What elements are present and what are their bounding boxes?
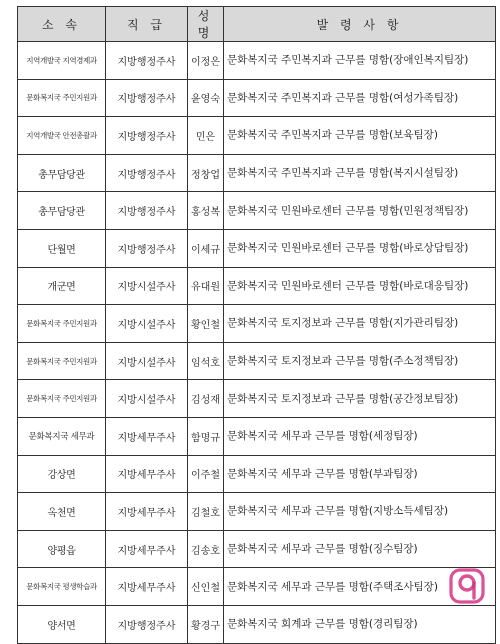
cell-rank: 지방행정주사 bbox=[106, 192, 188, 230]
cell-dept: 지역개발국 지역경제과 bbox=[18, 42, 106, 80]
cell-name: 김철호 bbox=[188, 493, 224, 531]
cell-rank: 지방행정주사 bbox=[106, 79, 188, 117]
cell-rank: 지방세무주사 bbox=[106, 455, 188, 493]
cell-name: 황경구 bbox=[188, 605, 224, 643]
cell-dept: 문화복지국 평생학습과 bbox=[18, 568, 106, 606]
cell-dept: 문화복지국 주민지원과 bbox=[18, 342, 106, 380]
cell-name: 윤영숙 bbox=[188, 79, 224, 117]
header-name: 성 명 bbox=[188, 7, 224, 42]
table-row bbox=[18, 267, 496, 305]
table-row bbox=[18, 380, 496, 418]
cell-dept: 양평읍 bbox=[18, 530, 106, 568]
cell-name: 이정은 bbox=[188, 42, 224, 80]
table-row bbox=[18, 342, 496, 380]
cell-dept: 문화복지국 주민지원과 bbox=[18, 79, 106, 117]
cell-rank: 지방세무주사 bbox=[106, 530, 188, 568]
cell-order: 문화복지국 세무과 근무를 명함(주택조사팀장) bbox=[224, 568, 496, 606]
cell-dept: 총무담당관 bbox=[18, 154, 106, 192]
cell-rank: 지방시설주사 bbox=[106, 380, 188, 418]
cell-name: 김송호 bbox=[188, 530, 224, 568]
table-row bbox=[18, 605, 496, 643]
cell-rank: 지방시설주사 bbox=[106, 305, 188, 343]
table-row bbox=[18, 42, 496, 80]
table-row bbox=[18, 154, 496, 192]
cell-dept: 단월면 bbox=[18, 229, 106, 267]
cell-order: 문화복지국 민원바로센터 근무를 명함(민원정책팀장) bbox=[224, 192, 496, 230]
cell-name: 홍성복 bbox=[188, 192, 224, 230]
header-dept: 소 속 bbox=[18, 7, 106, 42]
cell-order: 문화복지국 세무과 근무를 명함(징수팀장) bbox=[224, 530, 496, 568]
cell-dept: 문화복지국 세무과 bbox=[18, 417, 106, 455]
cell-rank: 지방세무주사 bbox=[106, 493, 188, 531]
cell-order: 문화복지국 토지정보과 근무를 명함(지가관리팀장) bbox=[224, 305, 496, 343]
brand-logo-icon bbox=[449, 568, 489, 604]
cell-order: 문화복지국 주민복지과 근무를 명함(장애인복지팀장) bbox=[224, 42, 496, 80]
cell-name: 민은 bbox=[188, 117, 224, 155]
cell-rank: 지방행정주사 bbox=[106, 42, 188, 80]
cell-name: 황인철 bbox=[188, 305, 224, 343]
header-order: 발 령 사 항 bbox=[224, 7, 496, 42]
cell-rank: 지방세무주사 bbox=[106, 568, 188, 606]
cell-name: 이주철 bbox=[188, 455, 224, 493]
cell-name: 이세규 bbox=[188, 229, 224, 267]
cell-dept: 총무담당관 bbox=[18, 192, 106, 230]
cell-order: 문화복지국 민원바로센터 근무를 명함(바로상담팀장) bbox=[224, 229, 496, 267]
appointment-table bbox=[17, 6, 496, 644]
cell-name: 함명규 bbox=[188, 417, 224, 455]
cell-order: 문화복지국 회계과 근무를 명함(경리팀장) bbox=[224, 605, 496, 643]
table-row bbox=[18, 79, 496, 117]
table-header bbox=[18, 7, 496, 42]
cell-name: 김성재 bbox=[188, 380, 224, 418]
cell-order: 문화복지국 주민복지과 근무를 명함(보육팀장) bbox=[224, 117, 496, 155]
cell-order: 문화복지국 주민복지과 근무를 명함(여성가족팀장) bbox=[224, 79, 496, 117]
cell-order: 문화복지국 토지정보과 근무를 명함(공간정보팀장) bbox=[224, 380, 496, 418]
cell-order: 문화복지국 세무과 근무를 명함(세정팀장) bbox=[224, 417, 496, 455]
table-row bbox=[18, 229, 496, 267]
cell-dept: 강상면 bbox=[18, 455, 106, 493]
cell-rank: 지방시설주사 bbox=[106, 342, 188, 380]
cell-rank: 지방행정주사 bbox=[106, 229, 188, 267]
table-row bbox=[18, 493, 496, 531]
table-row bbox=[18, 417, 496, 455]
cell-dept: 양서면 bbox=[18, 605, 106, 643]
cell-dept: 옥천면 bbox=[18, 493, 106, 531]
cell-order: 문화복지국 세무과 근무를 명함(부과팀장) bbox=[224, 455, 496, 493]
table-row bbox=[18, 305, 496, 343]
table-row bbox=[18, 530, 496, 568]
cell-dept: 문화복지국 주민지원과 bbox=[18, 305, 106, 343]
cell-rank: 지방세무주사 bbox=[106, 417, 188, 455]
cell-order: 문화복지국 세무과 근무를 명함(지방소득세팀장) bbox=[224, 493, 496, 531]
table-row bbox=[18, 455, 496, 493]
cell-rank: 지방행정주사 bbox=[106, 154, 188, 192]
table-row bbox=[18, 192, 496, 230]
cell-rank: 지방행정주사 bbox=[106, 605, 188, 643]
cell-dept: 개군면 bbox=[18, 267, 106, 305]
cell-order: 문화복지국 민원바로센터 근무를 명함(바로대응팀장) bbox=[224, 267, 496, 305]
cell-order: 문화복지국 주민복지과 근무를 명함(복지시설팀장) bbox=[224, 154, 496, 192]
cell-name: 신인철 bbox=[188, 568, 224, 606]
table-row bbox=[18, 568, 496, 606]
cell-dept: 문화복지국 주민지원과 bbox=[18, 380, 106, 418]
cell-order: 문화복지국 토지정보과 근무를 명함(주소정책팀장) bbox=[224, 342, 496, 380]
cell-name: 임석호 bbox=[188, 342, 224, 380]
cell-name: 유대원 bbox=[188, 267, 224, 305]
cell-dept: 지역개발국 안전총괄과 bbox=[18, 117, 106, 155]
cell-rank: 지방행정주사 bbox=[106, 117, 188, 155]
cell-rank: 지방시설주사 bbox=[106, 267, 188, 305]
table-body bbox=[18, 42, 496, 644]
cell-name: 정창업 bbox=[188, 154, 224, 192]
table-row bbox=[18, 117, 496, 155]
header-rank: 직 급 bbox=[106, 7, 188, 42]
